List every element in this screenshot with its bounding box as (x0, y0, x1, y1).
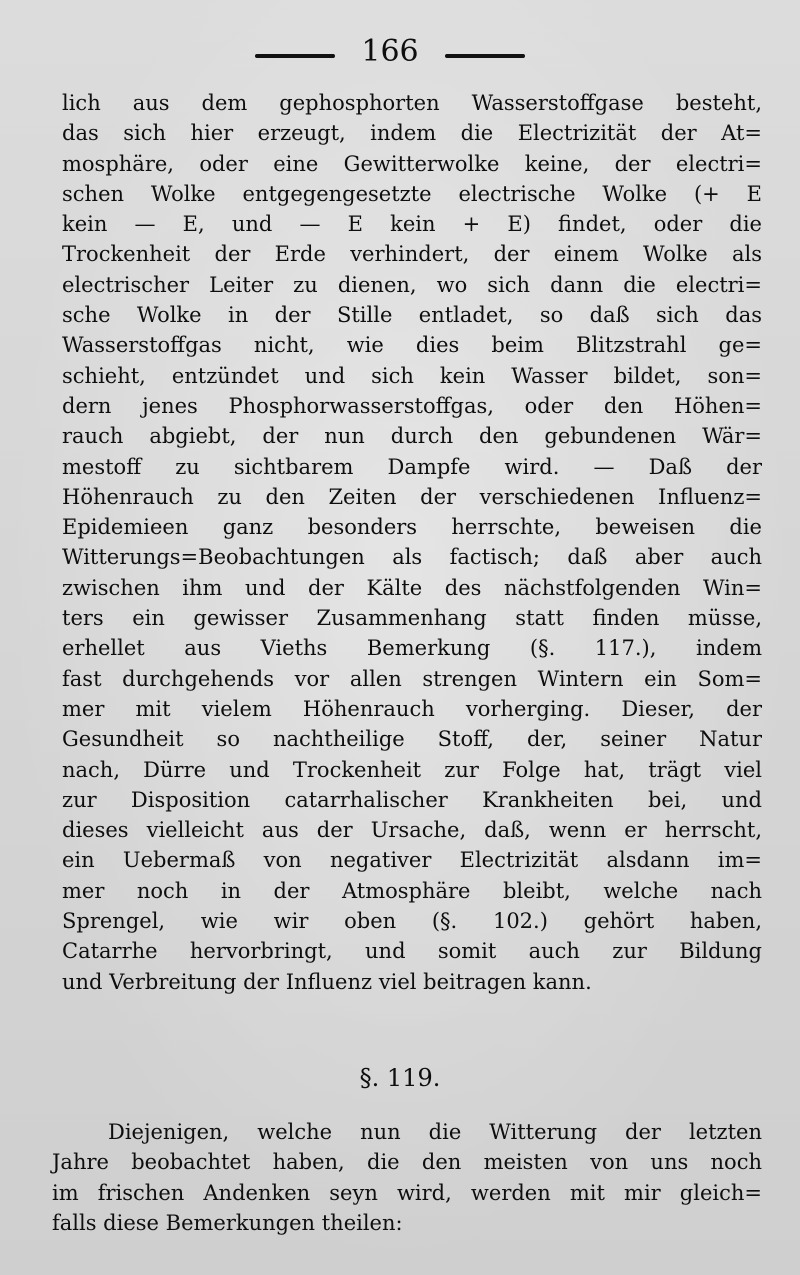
text-line: das sich hier erzeugt, indem die Electrizität der At= (62, 121, 762, 146)
text-line: zur Disposition catarrhalischer Krankheiten bei, und (62, 787, 762, 812)
text-line: dieses vielleicht aus der Ursache, daß, wenn er herrscht, (62, 818, 762, 843)
page-number: 166 (361, 34, 419, 69)
text-line: im frischen Andenken seyn wird, werden mit mir gleich= (52, 1180, 762, 1205)
page-header (0, 32, 800, 76)
text-line: schen Wolke entgegengesetzte electrische Wolke (+ E (62, 181, 762, 206)
text-line: ters ein gewisser Zusammenhang statt finden müsse, (62, 606, 762, 631)
text-line: rauch abgiebt, der nun durch den gebundenen Wär= (62, 424, 762, 449)
text-line: Trockenheit der Erde verhindert, der einem Wolke als (62, 242, 762, 267)
section-heading: §. 119. (359, 1064, 441, 1092)
text-line: Witterungs=Beobachtungen als factisch; daß aber auch (62, 545, 762, 570)
text-line: Jahre beobachtet haben, die den meisten von uns noch (52, 1150, 762, 1175)
text-line: mosphäre, oder eine Gewitterwolke keine, der electri= (62, 151, 762, 176)
text-line: sche Wolke in der Stille entladet, so daß sich das (62, 303, 762, 328)
text-line: zwischen ihm und der Kälte des nächstfolgenden Win= (62, 575, 762, 600)
text-line: Höhenrauch zu den Zeiten der verschiedenen Influenz= (62, 484, 762, 509)
text-line: mer mit vielem Höhenrauch vorherging. Dieser, der (62, 696, 762, 721)
text-line: Sprengel, wie wir oben (§. 102.) gehört haben, (62, 909, 762, 934)
text-line: Wasserstoffgas nicht, wie dies beim Blitzstrahl ge= (62, 333, 762, 358)
text-line: Catarrhe hervorbringt, und somit auch zur Bildung (62, 939, 762, 964)
header-rule-right (445, 54, 525, 58)
text-line: dern jenes Phosphorwasserstoffgas, oder den Höhen= (62, 393, 762, 418)
text-line: fast durchgehends vor allen strengen Wintern ein Som= (62, 666, 762, 691)
header-rule-left (255, 54, 335, 58)
text-line: lich aus dem gephosphorten Wasserstoffgase besteht, (62, 91, 762, 115)
text-line: electrischer Leiter zu dienen, wo sich dann die electri= (62, 272, 762, 297)
text-line: mer noch in der Atmosphäre bleibt, welche nach (62, 878, 762, 903)
text-line: Diejenigen, welche nun die Witterung der letzten (108, 1120, 762, 1144)
text-line: Epidemieen ganz besonders herrschte, beweisen die (62, 515, 762, 540)
text-line: mestoff zu sichtbarem Dampfe wird. — Daß der (62, 454, 762, 479)
text-line: erhellet aus Vieths Bemerkung (§. 117.), indem (62, 636, 762, 661)
text-line: schieht, entzündet und sich kein Wasser bildet, son= (62, 363, 762, 388)
text-line: Gesundheit so nachtheilige Stoff, der, seiner Natur (62, 727, 762, 752)
text-line: nach, Dürre und Trockenheit zur Folge hat, trägt viel (62, 757, 762, 782)
text-line: falls diese Bemerkungen theilen: (52, 1210, 403, 1235)
paragraph-continued (62, 88, 762, 997)
text-line: kein — E, und — E kein + E) findet, oder die (62, 212, 762, 237)
text-line: ein Uebermaß von negativer Electrizität alsdann im= (62, 848, 762, 873)
text-line: und Verbreitung der Influenz viel beitragen kann. (62, 969, 592, 994)
paragraph-section-119 (40, 1117, 762, 1238)
